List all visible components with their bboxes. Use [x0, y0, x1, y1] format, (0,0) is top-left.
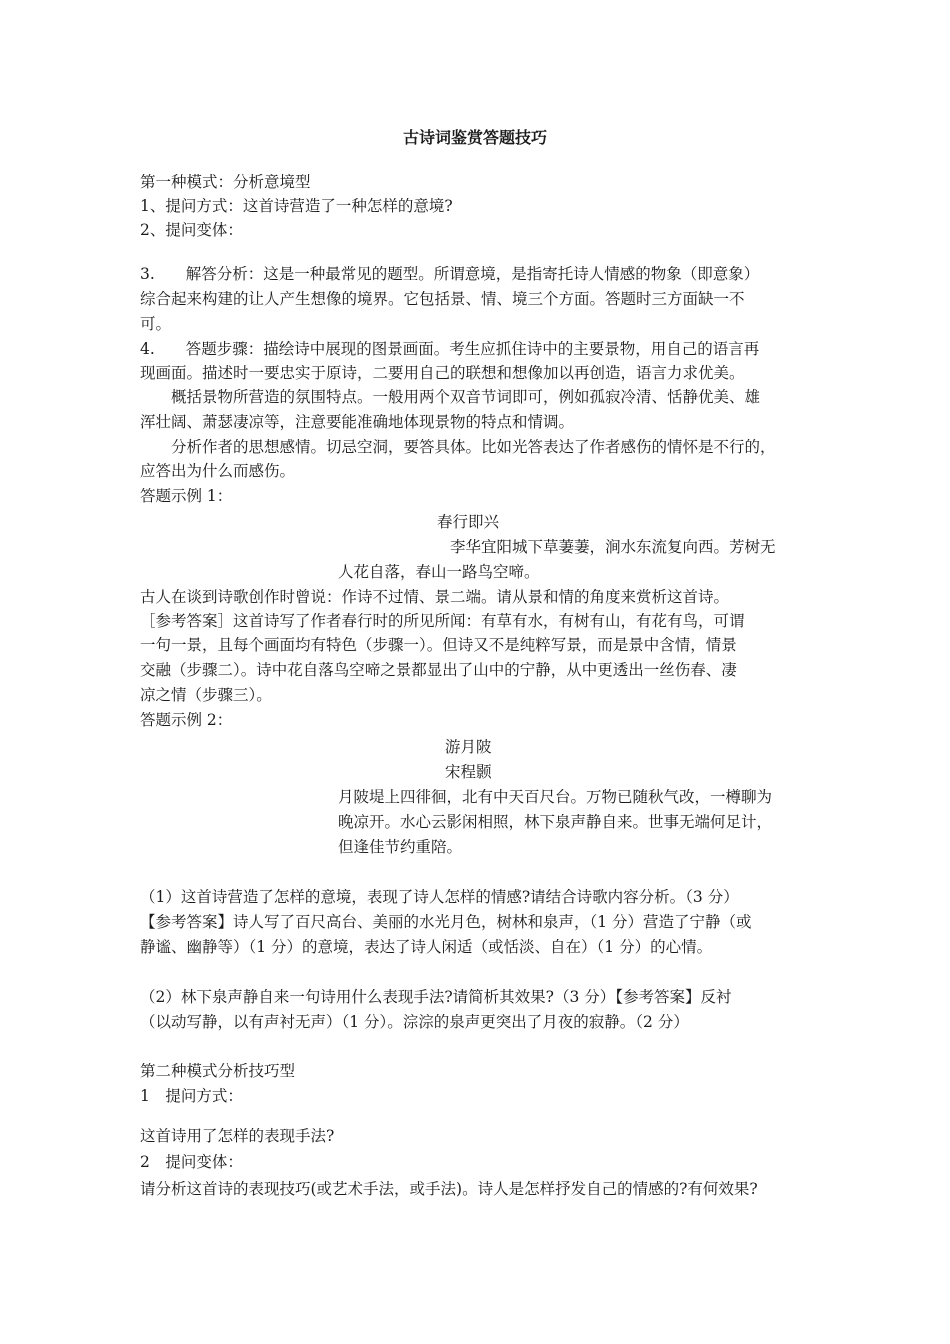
text-line: 概括景物所营造的氛围特点。一般用两个双音节词即可，例如孤寂冷清、恬静优美、雄 — [140, 388, 761, 406]
section-heading: 第一种模式：分析意境型 — [140, 173, 311, 191]
text-line: 现画面。描述时一要忠实于原诗，二要用自己的联想和想像加以再创造，语言力求优美。 — [140, 364, 745, 382]
answer-line: ［参考答案］这首诗写了作者春行时的所见所闻：有草有水，有树有山，有花有鸟，可谓 — [140, 612, 745, 630]
text-line: 4. 答题步骤：描绘诗中展现的图景画面。考生应抓住诗中的主要景物，用自己的语言再 — [140, 340, 760, 358]
poem-title: 游月陂 — [445, 738, 492, 756]
text-line: 浑壮阔、萧瑟凄凉等，注意要能准确地体现景物的特点和情调。 — [140, 413, 575, 431]
text-line: 这首诗用了怎样的表现手法? — [140, 1127, 335, 1145]
section-heading: 第二种模式分析技巧型 — [140, 1062, 296, 1080]
poem-line: 人花自落，春山一路鸟空啼。 — [338, 563, 540, 581]
poem-line: 李华宜阳城下草萋萋，涧水东流复向西。芳树无 — [450, 538, 776, 556]
example-heading: 答题示例 1： — [140, 487, 233, 505]
text-line: 3. 解答分析：这是一种最常见的题型。所谓意境，是指寄托诗人情感的物象（即意象） — [140, 265, 760, 283]
answer-line: 凉之情（步骤三）。 — [140, 686, 272, 704]
example-heading: 答题示例 2： — [140, 711, 233, 729]
text-line: 1、提问方式：这首诗营造了一种怎样的意境? — [140, 197, 453, 215]
text-line: 1 提问方式： — [140, 1087, 243, 1105]
text-line: 分析作者的思想感情。切忌空洞，要答具体。比如光答表达了作者感伤的情怀是不行的， — [140, 438, 776, 456]
text-line: 可。 — [140, 315, 172, 333]
poem-title: 春行即兴 — [437, 513, 500, 531]
text-line: 2 提问变体： — [140, 1153, 243, 1171]
answer-line: 静谧、幽静等）（1 分）的意境，表达了诗人闲适（或恬淡、自在）（1 分）的心情。 — [140, 938, 713, 956]
question-line: （2）林下泉声静自来一句诗用什么表现手法?请简析其效果?（3 分）【参考答案】反衬 — [140, 988, 732, 1006]
answer-line: 【参考答案】诗人写了百尺高台、美丽的水光月色，树林和泉声，（1 分）营造了宁静（或 — [140, 913, 752, 931]
answer-line: 交融（步骤二）。诗中花自落鸟空啼之景都显出了山中的宁静，从中更透出一丝伤春、凄 — [140, 661, 737, 679]
poem-author: 宋程颢 — [445, 763, 492, 781]
text-line: 2、提问变体： — [140, 221, 243, 239]
text-line: 请分析这首诗的表现技巧(或艺术手法，或手法)。诗人是怎样抒发自己的情感的?有何效果? — [140, 1180, 758, 1198]
question-line: 古人在谈到诗歌创作时曾说：作诗不过情、景二端。请从景和情的角度来赏析这首诗。 — [140, 588, 730, 606]
text-line: 综合起来构建的让人产生想像的境界。它包括景、情、境三个方面。答题时三方面缺一不 — [140, 290, 745, 308]
poem-line: 月陂堤上四徘徊，北有中天百尺台。万物已随秋气改，一樽聊为 — [338, 788, 773, 806]
text-line: 应答出为什么而感伤。 — [140, 462, 296, 480]
answer-line: （以动写静，以有声衬无声）（1 分）。淙淙的泉声更突出了月夜的寂静。（2 分） — [140, 1013, 689, 1031]
question-line: （1）这首诗营造了怎样的意境，表现了诗人怎样的情感?请结合诗歌内容分析。（3 分） — [140, 888, 739, 906]
document-title: 古诗词鉴赏答题技巧 — [402, 128, 547, 147]
answer-line: 一句一景，且每个画面均有特色（步骤一）。但诗又不是纯粹写景，而是景中含情，情景 — [140, 636, 737, 654]
poem-line: 但逢佳节约重陪。 — [338, 838, 463, 856]
poem-line: 晚凉开。水心云影闲相照，林下泉声静自来。世事无端何足计， — [338, 813, 773, 831]
